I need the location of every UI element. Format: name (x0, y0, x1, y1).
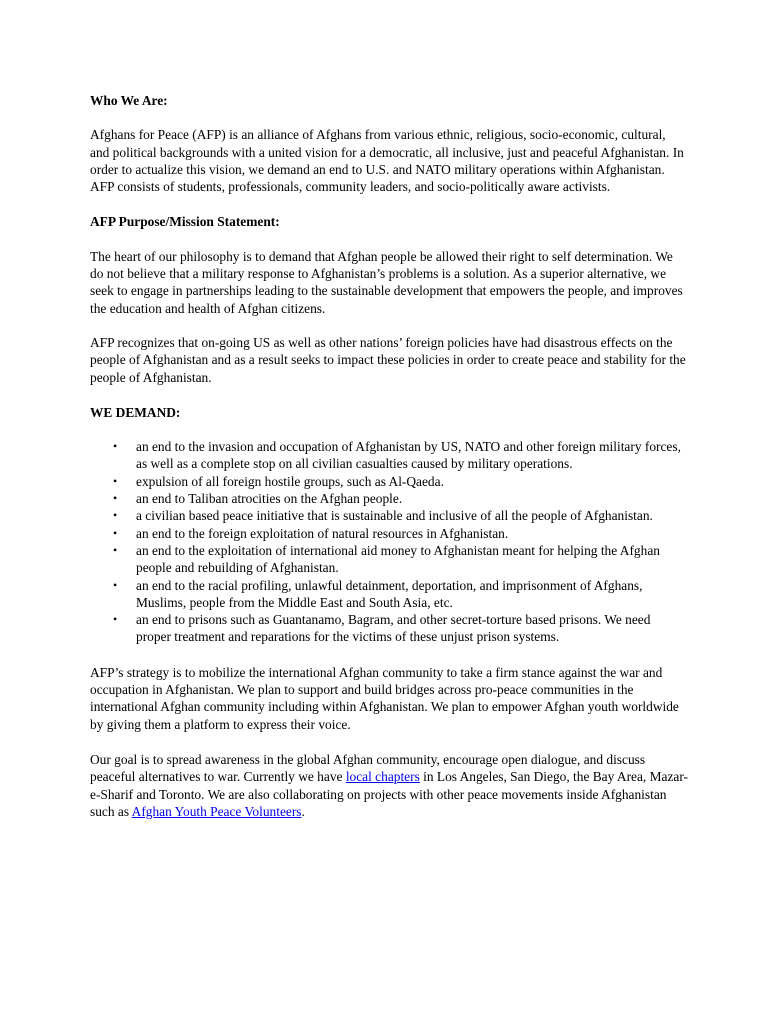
demand-text: a civilian based peace initiative that is sustainable and inclusive of all the people of Afghanistan. (136, 508, 653, 524)
mission-paragraph-2: AFP recognizes that on-going US as well as other nations’ foreign policies have had disastrous effects on the people of Afghanistan and as a result seeks to impact these policies in order to create peace and stability for the people of Afghanistan. (90, 334, 686, 385)
demands-list (90, 438, 688, 646)
bullet-icon: • (113, 525, 118, 540)
bullet-icon: • (113, 508, 118, 523)
demand-text: an end to the racial profiling, unlawful detainment, deportation, and imprisonment of Afghans, Muslims, people from the Middle East and South Asia, etc. (136, 577, 643, 610)
bullet-icon: • (113, 542, 118, 557)
demand-text: an end to the exploitation of international aid money to Afghanistan meant for helping the Afghan people and rebuilding of Afghanistan. (136, 542, 660, 576)
goal-text-3: . (301, 803, 305, 819)
bullet-icon: • (113, 473, 118, 488)
who-we-are-paragraph: Afghans for Peace (AFP) is an alliance of Afghans from various ethnic, religious, socio-economic, cultural, and political backgrounds with a united vision for a democratic, all inclusive, just and peaceful Afghanistan. In order to actualize this vision, we demand an end to U.S. and NATO military operations within Afghanistan. AFP consists of students, professionals, community leaders, and socio-politically aware activists. (90, 127, 684, 195)
demand-item (90, 525, 688, 542)
demand-item (90, 473, 688, 490)
demand-text: an end to prisons such as Guantanamo, Bagram, and other secret-torture based prisons. We need proper treatment and reparations for the victims of these unjust prison systems. (136, 612, 651, 645)
demands-heading: WE DEMAND: (90, 404, 181, 420)
bullet-icon: • (113, 439, 118, 454)
afghan-youth-peace-volunteers-link[interactable]: Afghan Youth Peace Volunteers (131, 803, 302, 819)
mission-paragraph-1: The heart of our philosophy is to demand that Afghan people be allowed their right to self determination. We do not believe that a military response to Afghanistan’s problems is a solution. As a superior alternative, we seek to engage in partnerships leading to the sustainable development that empowers the people, and improves the education and health of Afghan citizens. (90, 248, 683, 316)
bullet-icon: • (113, 612, 118, 627)
demand-item (90, 438, 688, 473)
bullet-icon: • (113, 491, 118, 506)
demand-item (90, 542, 688, 577)
demand-text: expulsion of all foreign hostile groups, such as Al-Qaeda. (136, 473, 444, 489)
bullet-icon: • (113, 577, 118, 592)
strategy-paragraph: AFP’s strategy is to mobilize the international Afghan community to take a firm stance against the war and occupation in Afghanistan. We plan to support and build bridges across pro-peace communities in the international Afghan community including within Afghanistan. We plan to empower Afghan youth worldwide by giving them a platform to express their voice. (90, 664, 679, 732)
goal-paragraph (90, 751, 688, 820)
goal-text-1: Our goal is to spread awareness in the global Afghan community, encourage open dialogue, and discuss peaceful alternatives to war. Currently we have (90, 751, 646, 785)
demand-item (90, 507, 688, 524)
goal-text-2: in Los Angeles, San Diego, the Bay Area, Mazar-e-Sharif and Toronto. We are also collaborating on projects with other peace movements inside Afghanistan such as (90, 769, 689, 819)
demand-text: an end to the foreign exploitation of natural resources in Afghanistan. (136, 525, 509, 541)
demand-text: an end to the invasion and occupation of Afghanistan by US, NATO and other foreign military forces, as well as a complete stop on all civilian casualties caused by military operations. (136, 439, 681, 472)
who-we-are-heading: Who We Are: (90, 93, 168, 108)
demand-item (90, 577, 688, 612)
demand-item (90, 611, 688, 646)
demand-text: an end to Taliban atrocities on the Afghan people. (136, 491, 403, 507)
local-chapters-link[interactable]: local chapters (345, 769, 420, 785)
mission-heading: AFP Purpose/Mission Statement: (90, 214, 280, 230)
demand-item (90, 490, 688, 507)
